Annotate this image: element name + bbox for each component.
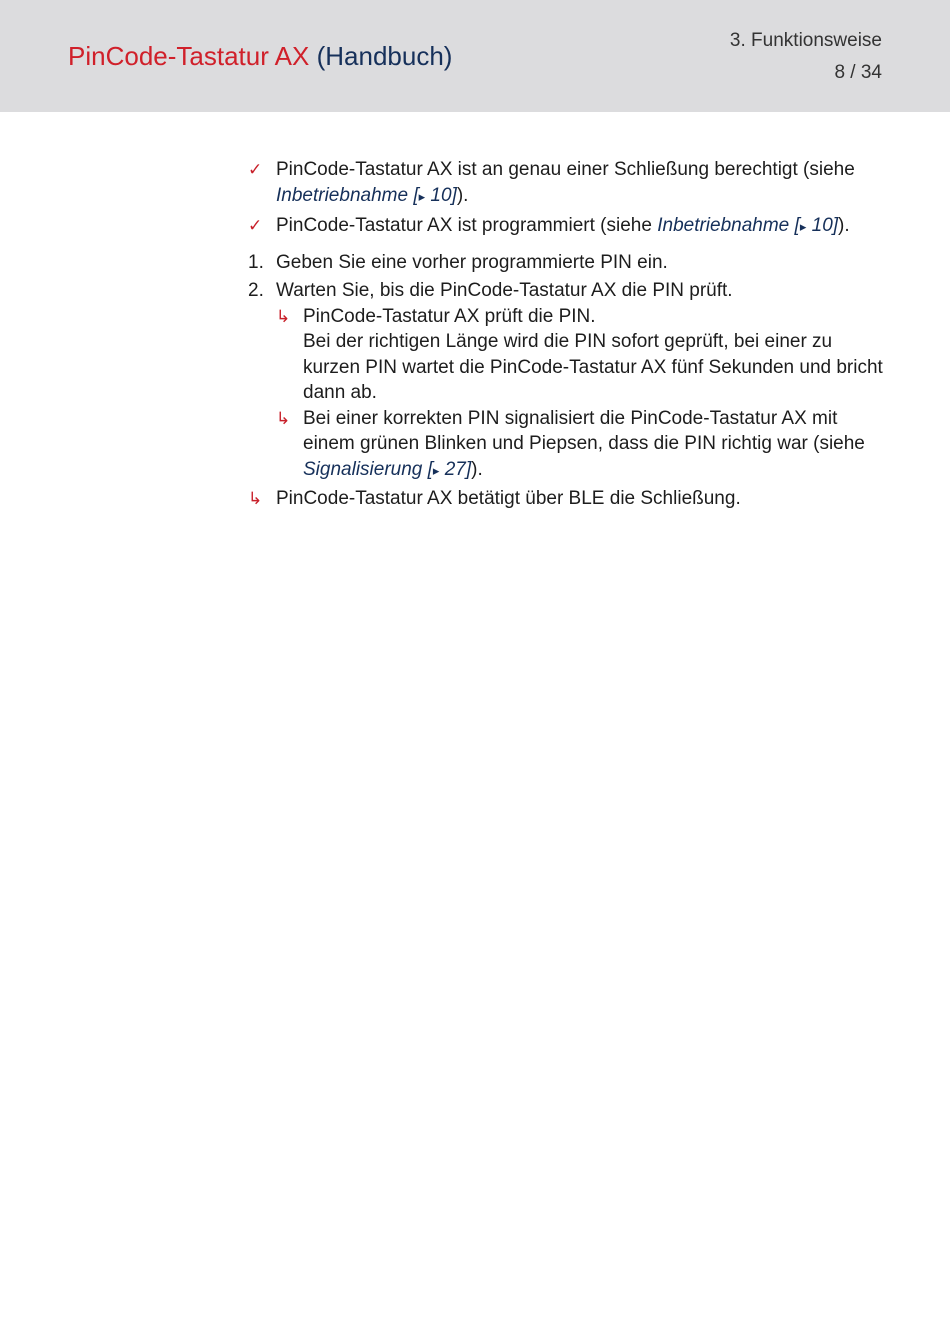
instruction-content [248,157,888,512]
result-detail-text: Bei der richtigen Länge wird die PIN sofort geprüft, bei einer zu kurzen PIN wartet die PinCode-Tastatur AX fünf Sekunden und bricht dann ab. [303,331,883,403]
final-result-item [248,486,888,512]
prerequisite-item [248,157,888,209]
prerequisite-item [248,213,888,240]
step-number: 2. [248,280,264,301]
step-text: Geben Sie eine vorher programmierte PIN ein. [276,251,668,273]
step-item [248,250,888,276]
cross-reference-link[interactable] [303,459,471,480]
page-number: 8 / 34 [834,62,882,83]
final-result-text: PinCode-Tastatur AX betätigt über BLE die Schließung. [276,488,741,509]
link-text: Inbetriebnahme [ [276,184,419,206]
document-title-main: PinCode-Tastatur AX [68,41,310,71]
prerequisite-text-end: ). [838,215,850,236]
prerequisite-text: PinCode-Tastatur AX ist an genau einer Schließung berechtigt (siehe [276,159,855,180]
section-name: 3. Funktionsweise [729,30,882,51]
result-text: Bei einer korrekten PIN signalisiert die PinCode-Tastatur AX mit einem grünen Blinken und Piepsen, dass die PIN richtig war (siehe [303,407,865,454]
link-page: 27] [444,458,472,480]
document-title [68,40,452,72]
step-result [276,304,888,406]
link-text: Signalisierung [ [303,458,433,480]
step-result [276,406,888,484]
result-text-end: ). [471,458,483,480]
link-page: 10] [430,184,457,206]
cross-reference-link[interactable] [276,185,457,206]
result-arrow-icon: ↳ [276,306,291,326]
link-text: Inbetriebnahme [ [657,215,800,236]
result-arrow-icon: ↳ [248,489,263,508]
step-text: Warten Sie, bis die PinCode-Tastatur AX die PIN prüft. [276,280,733,301]
checkmark-icon: ✓ [248,160,263,179]
step-item [248,278,888,483]
step-number: 1. [248,251,264,273]
page-arrow-icon: ▸ [799,219,807,234]
checkmark-icon: ✓ [248,216,263,235]
document-title-sub: (Handbuch) [316,41,453,71]
cross-reference-link[interactable] [657,215,838,236]
result-arrow-icon: ↳ [276,408,291,428]
link-page: 10] [811,215,839,236]
page-arrow-icon: ▸ [418,188,426,204]
prerequisite-text: PinCode-Tastatur AX ist programmiert (siehe [276,215,652,236]
prerequisite-text-end: ). [456,184,469,206]
page-arrow-icon: ▸ [432,462,440,478]
page-header [0,0,950,112]
result-text: PinCode-Tastatur AX prüft die PIN. [303,305,596,327]
